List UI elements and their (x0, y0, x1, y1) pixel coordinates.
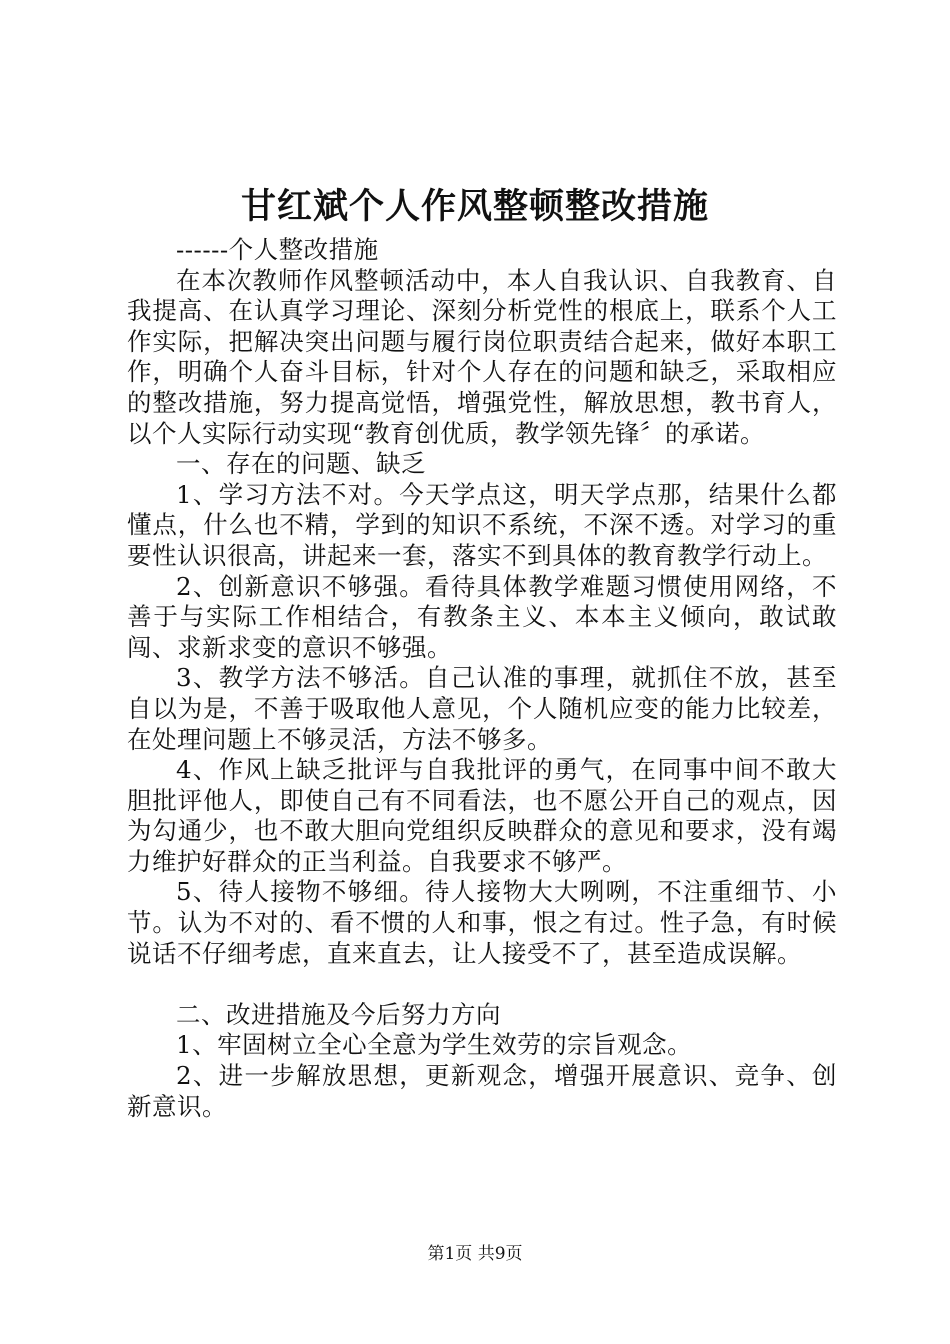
document-subtitle: ------个人整改措施 (176, 235, 379, 264)
measure-item-1: 1、牢固树立全心全意为学生效劳的宗旨观念。 (176, 1030, 693, 1060)
problem-item-5: 5、待人接物不够细。待人接物大大咧咧，不注重细节、小节。认为不对的、看不惯的人和事，恨之有过。性子急，有时候说话不仔细考虑，直来直去，让人接受不了，甚至造成误解。 (127, 877, 837, 968)
problem-item-2: 2、创新意识不够强。看待具体教学难题习惯使用网络，不善于与实际工作相结合，有教条主义、本本主义倾向，敢试敢闯、求新求变的意识不够强。 (127, 571, 837, 662)
intro-paragraph: 在本次教师作风整顿活动中，本人自我认识、自我教育、自我提高、在认真学习理论、深刻分析党性的根底上，联系个人工作实际，把解决突出问题与履行岗位职责结合起来，做好本职工作，明确个人奋斗目标，针对个人存在的问题和缺乏，采取相应的整改措施，努力提高觉悟，增强党性，解放思想，教书育人，以个人实际行动实现“教育创优质，教学领先锋〞的承诺。 (127, 265, 837, 448)
measure-item-2: 2、进一步解放思想，更新观念，增强开展意识、竞争、创新意识。 (127, 1061, 837, 1121)
document-title: 甘红斌个人作风整顿整改措施 (240, 186, 709, 227)
section-heading-problems: 一、存在的问题、缺乏 (176, 449, 426, 479)
paragraph-gap (127, 969, 837, 1000)
problem-item-4: 4、作风上缺乏批评与自我批评的勇气，在同事中间不敢大胆批评他人，即使自己有不同看法，也不愿公开自己的观点，因为勾通少，也不敢大胆向党组织反映群众的意见和要求，没有竭力维护好群众的正当利益。自我要求不够严。 (127, 755, 837, 876)
page-number-footer: 第1页 共9页 (427, 1244, 523, 1264)
problem-item-1: 1、学习方法不对。今天学点这，明天学点那，结果什么都懂点，什么也不精，学到的知识不系统，不深不透。对学习的重要性认识很高，讲起来一套，落实不到具体的教育教学行动上。 (127, 479, 837, 570)
document-body (127, 235, 837, 1122)
section-heading-measures: 二、改进措施及今后努力方向 (176, 999, 501, 1029)
problem-item-3: 3、教学方法不够活。自己认准的事理，就抓住不放，甚至自以为是，不善于吸取他人意见，个人随机应变的能力比较差，在处理问题上不够灵活，方法不够多。 (127, 663, 837, 754)
